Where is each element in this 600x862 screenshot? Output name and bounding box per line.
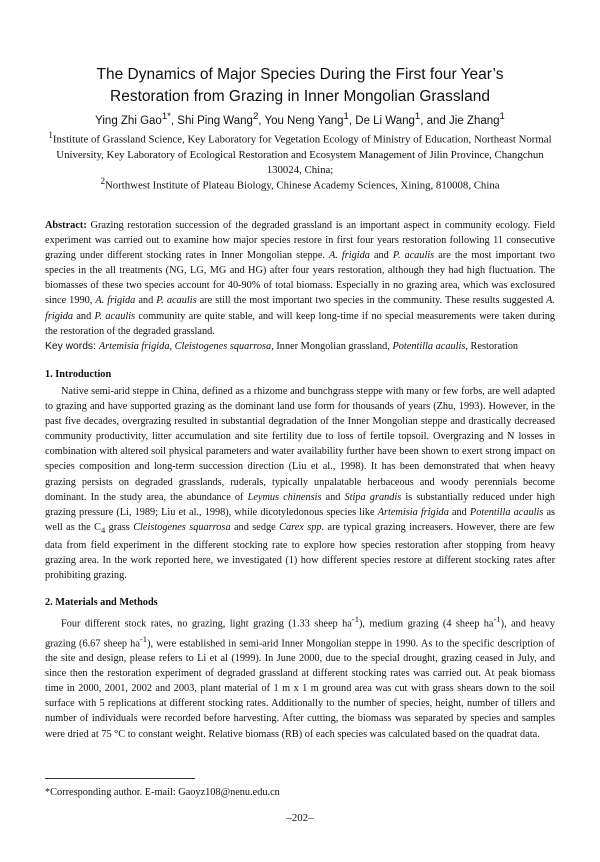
body-text: ), medium grazing (4 sheep ha xyxy=(359,618,494,630)
species-name: Cleistogenes squarrosa xyxy=(133,521,231,533)
abstract-text: are still the most important two species in the community. These results suggested xyxy=(196,295,547,307)
subscript: 4 xyxy=(100,524,106,535)
species-name: P. acaulis xyxy=(392,250,435,262)
superscript: -1 xyxy=(493,614,501,624)
author-name: De Li Wang xyxy=(355,114,415,127)
author-separator: , xyxy=(170,114,178,127)
species-name: A. frigida xyxy=(45,295,556,322)
abstract-text: and xyxy=(73,310,95,322)
species-name: Carex spp. xyxy=(279,521,325,533)
paper-title xyxy=(40,64,560,108)
species-name: P. acaulis xyxy=(94,310,136,322)
abstract xyxy=(45,218,555,339)
body-text: Four different stock rates, no grazing, light grazing (1.33 sheep ha xyxy=(61,618,352,630)
abstract-text: are the most important two species in the all treatments (NG, LG, MG and HG) after four years restoration, although they had high fluctuation. The biomasses of these two species account for 40-90% of total biomass. Especially in no grazing area, which was exclosured since 1990, xyxy=(45,250,555,307)
author-list xyxy=(40,109,560,129)
body-text: grass xyxy=(105,521,134,533)
body-text: and xyxy=(321,491,345,503)
species-name: Leymus chinensis xyxy=(247,491,322,503)
section-heading-introduction: 1. Introduction xyxy=(45,369,112,380)
affiliation-marker: 1 xyxy=(48,130,53,140)
author-name: Shi Ping Wang xyxy=(177,114,253,127)
author-name: Jie Zhang xyxy=(449,114,500,127)
keywords xyxy=(45,339,555,354)
author-separator: , xyxy=(258,114,265,127)
species-name: Potentilla acaulis xyxy=(469,506,544,518)
superscript: -1 xyxy=(139,633,148,644)
species-name: A. frigida xyxy=(95,295,136,307)
keyword: Potentilla acaulis xyxy=(392,341,466,352)
species-name: A. frigida xyxy=(329,250,370,262)
abstract-label: Abstract: xyxy=(45,220,87,231)
author-affiliation-marker: 1 xyxy=(414,111,421,122)
page-number: –202– xyxy=(286,812,314,824)
affiliation-marker: 2 xyxy=(100,176,105,186)
footnote: *Corresponding author. E-mail: Gaoyz108@nenu.edu.cn xyxy=(45,787,280,798)
body-text: as well as the C xyxy=(45,506,556,533)
superscript: -1 xyxy=(351,614,359,624)
title-line-2: Restoration from Grazing in Inner Mongolian Grassland xyxy=(110,88,490,105)
author-affiliation-marker: 2 xyxy=(252,111,259,122)
species-name: Stipa grandis xyxy=(344,491,402,503)
author-affiliation-marker: 1 xyxy=(499,111,505,122)
body-text: is substantially reduced under high grazing pressure (Li, 1989; Liu et al., 1998), while dicotyledonous species like xyxy=(45,491,555,518)
author-separator: , xyxy=(348,114,356,127)
affiliation-text: Institute of Grassland Science, Key Laboratory for Vegetation Ecology of Ministry of Education, Northeast Normal University, Key Laboratory of Ecological Restoration and Ecosystem Management of Jilin Province, Changchun 130024, China; xyxy=(52,133,552,176)
author-separator: , and xyxy=(420,114,450,127)
footnote-divider xyxy=(45,778,195,779)
abstract-text: and xyxy=(135,295,157,307)
affiliation-text: Northwest Institute of Plateau Biology, Chinese Academy Sciences, Xining, 810008, China xyxy=(104,179,500,192)
affiliation-2 xyxy=(40,174,560,194)
species-name: P. acaulis xyxy=(156,295,197,307)
body-text: ), were established in semi-arid Inner Mongolian steppe in 1990. As to the specific description of the site and design, please refers to Li et al (1999). In June 2000, due to the special drought, grazing ceased in July, and since then the restoration experiment of degraded grassland at different stocking rates was carried out. At peak biomass time in 2000, 2001, 2002 and 2003, plant material of 1 m x 1 m ground area was cut with grass shears down to the soil surface with 5 replications at different stocking rates. Additionally to the number of species, height, number of tillers and number of individuals were recorded before harvesting. After cutting, the biomass was separated by species and samples were dried at 75 °C to constant weight. Relative biomass (RB) of each species was calculated based on the quadrat data. xyxy=(45,637,555,740)
section-heading-methods: 2. Materials and Methods xyxy=(45,597,158,608)
abstract-text: community are quite stable, and will keep long-time if no special measurements were taken during the restoration of the degraded grassland. xyxy=(45,310,556,337)
title-line-1: The Dynamics of Major Species During the First four Year’s xyxy=(96,66,504,83)
keyword: , Inner Mongolian grassland, xyxy=(271,341,393,352)
keyword: , Restoration xyxy=(465,341,519,352)
introduction-paragraph xyxy=(45,384,555,583)
body-text: ), and heavy grazing (6.67 sheep ha xyxy=(45,618,555,649)
keyword: Cleistogenes squarrosa xyxy=(174,341,272,352)
keyword-separator: , xyxy=(169,341,175,352)
author-name: Ying Zhi Gao xyxy=(95,114,162,127)
keyword: Artemisia frigida xyxy=(98,341,170,352)
abstract-text: and xyxy=(369,250,393,262)
author-affiliation-marker: 1 xyxy=(343,111,349,122)
author-name: You Neng Yang xyxy=(264,114,344,127)
body-text: and xyxy=(448,506,470,518)
abstract-text: Grazing restoration succession of the degraded grassland is an important aspect in community ecology. Field experiment was carried out to examine how major species restore in first four years restoration following 11 consecutive grazing under different stocking rates in Inner Mongolian steppe. xyxy=(45,220,555,262)
keywords-label: Key words: xyxy=(45,341,96,352)
body-text: are typical grazing increasers. However, there are few data from field experiment in the different stocking rate to explore how species restoration after stopping from heavy grazing area. In the work reported here, we investigated (1) how different species restore at different stocking rates after prohibiting grazing. xyxy=(45,521,555,582)
affiliation-1 xyxy=(40,128,560,178)
body-text: and sedge xyxy=(230,521,280,533)
body-text: Native semi-arid steppe in China, defined as a rhizome and bunchgrass steppe with many or few forbs, are well adapted to grazing and have supported grazing as the dominant land use form for thousands of years (Zhu, 1993). However, in the past five decades, overgrazing resulted in substantial degradation of the Inner Mongolian steppe and drastically decreased community productivity, litter accumulation and site fertility due to loss of fertile topsoil. Overgrazing and N losses in combination with altered soil physical parameters and water availability further have been shown to exert strong impact on species composition and long-term succession direction (Liu et al., 1998). It has been demonstrated that when heavy grazing persists on degraded grasslands, ruderals, typically unpalatable herbaceous and woody perennials become dominant. In the study area, the abundance of xyxy=(45,386,555,503)
methods-paragraph xyxy=(45,612,555,742)
species-name: Artemisia frigida xyxy=(377,506,449,518)
author-affiliation-marker: 1* xyxy=(161,111,171,122)
